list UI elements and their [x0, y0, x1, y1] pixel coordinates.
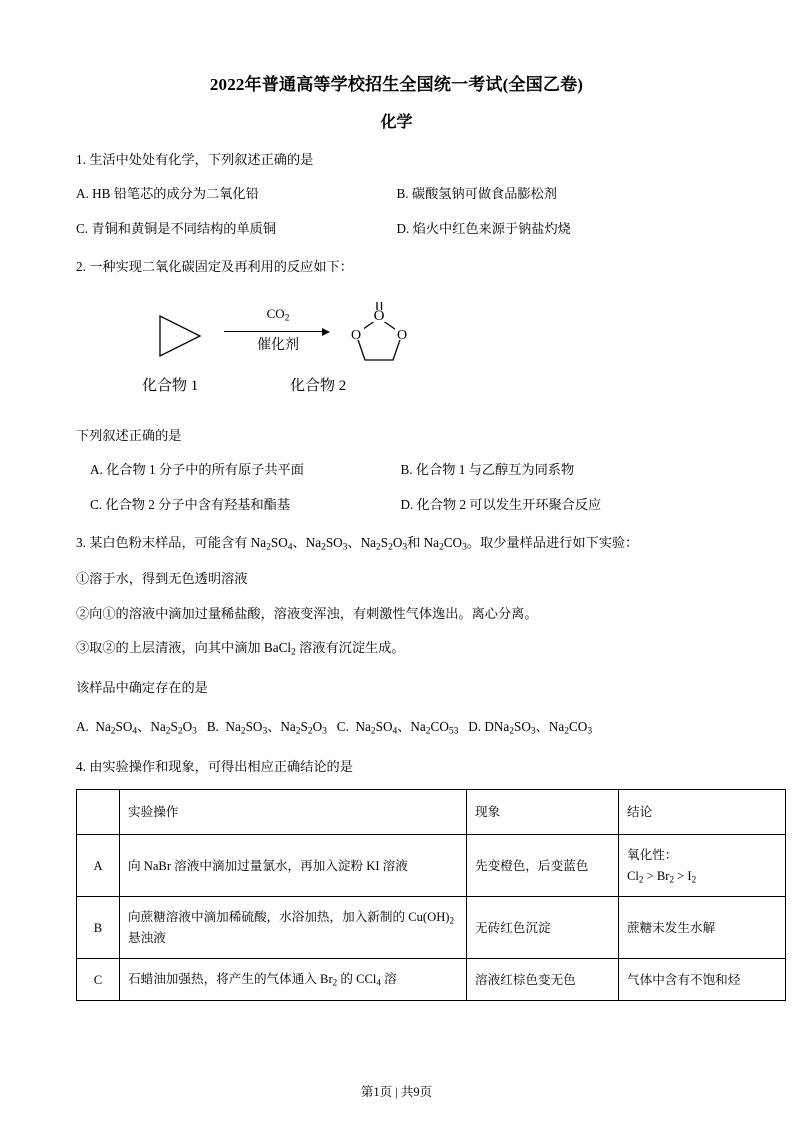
table-header-index: [77, 790, 120, 835]
arrow-line: [224, 326, 332, 336]
question-1-option-b: B. 碳酸氢钠可做食品膨松剂: [396, 186, 557, 202]
compound-2-label: 化合物 2: [290, 377, 347, 394]
question-2-options-row-2: [76, 495, 717, 515]
reaction-arrow: [224, 306, 332, 355]
row-index-a: A: [77, 835, 120, 897]
row-index-b: B: [77, 897, 120, 959]
q3-text-6: S: [380, 535, 389, 551]
q3-text-8: 和 Na: [407, 535, 439, 551]
row-a-conclusion-line2: $Cl_2 > Br_2 > I_2$: [627, 868, 697, 884]
svg-text:O: O: [396, 327, 408, 343]
page-footer: 第1页 | 共9页: [360, 1085, 433, 1099]
epoxide-structure-icon: [154, 310, 214, 362]
row-a-conclusion: [619, 835, 786, 897]
row-a-phenomenon: 先变橙色，后变蓝色: [467, 835, 619, 897]
row-c-operation: 石蜡油加强热，将产生的气体通入 $Br_2$ 的 CCl$_4$ 溶: [120, 959, 467, 1001]
question-3-step-3: ③取②的上层清液，向其中滴加 BaCl$_2$ 溶液有沉淀生成。: [76, 640, 405, 658]
table-header-phenomenon: 现象: [467, 790, 619, 835]
page-title: 2022年普通高等学校招生全国统一考试(全国乙卷): [209, 75, 584, 94]
table-header-row: [77, 790, 786, 835]
experiment-table: [76, 789, 786, 1001]
table-header-operation: 实验操作: [120, 790, 467, 835]
question-1-option-d: D. 焰火中红色来源于钠盐灼烧: [396, 220, 571, 236]
reaction-scheme: [76, 288, 717, 408]
q3-answer-c: C. $Na_2SO_4$、$Na_2CO_{53}$: [336, 718, 459, 737]
table-row: [77, 897, 786, 959]
row-b-conclusion: 蔗糖未发生水解: [619, 897, 786, 959]
q3-text-7: O: [392, 535, 403, 551]
question-1-options-row-1: [76, 184, 717, 204]
row-b-operation: 向蔗糖溶液中滴加稀硫酸，水浴加热，加入新制的 $Cu(OH)_2$ 悬浊液: [120, 897, 467, 959]
question-2-stem: 2. 一种实现二氧化碳固定及再利用的反应如下：: [76, 259, 353, 275]
svg-text:O: O: [373, 307, 385, 324]
question-2-lead: 下列叙述正确的是: [76, 427, 182, 443]
question-1-options-row-2: [76, 219, 717, 239]
q3-text-9: CO: [443, 535, 463, 551]
cyclic-carbonate-structure-icon: [336, 296, 422, 368]
question-3-answers: [76, 717, 717, 739]
page-subtitle: 化学: [380, 114, 413, 131]
question-3-lead: 该样品中确定存在的是: [76, 680, 208, 696]
q3-answer-a: A. $Na_2SO_4$、$Na_2S_2O_3$: [76, 718, 197, 737]
question-2-option-d: D. 化合物 2 可以发生开环聚合反应: [400, 496, 602, 512]
svg-text:O: O: [350, 327, 362, 343]
table-header-conclusion: 结论: [619, 790, 786, 835]
question-3-stem: 3. 某白色粉末样品，可能含有 $Na_2SO_4$、$Na_2SO_3$、$Na_2S_2O_3$和 $Na_2CO_3$。取少量样品进行如下实验：: [76, 535, 639, 553]
question-1-stem: 1. 生活中处处有化学，下列叙述正确的是: [76, 152, 314, 167]
row-index-c: C: [77, 959, 120, 1001]
q3-answer-b: B. $Na_2SO_3$、$Na_2S_2O_3$: [206, 718, 327, 737]
question-1-option-a: A. HB 铅笔芯的成分为二氧化铅: [76, 186, 259, 202]
question-3-step-2: ②向①的溶液中滴加过量稀盐酸，溶液变浑浊，有刺激性气体逸出。离心分离。: [76, 605, 538, 621]
q3-text-10: 。取少量样品进行如下实验：: [466, 535, 639, 551]
question-2-option-b: B. 化合物 1 与乙醇互为同系物: [400, 462, 575, 478]
question-1-option-c: C. 青铜和黄铜是不同结构的单质铜: [76, 220, 277, 236]
table-row: [77, 959, 786, 1001]
question-2-options-row-1: [76, 460, 717, 480]
q3-text-5: 、Na: [347, 535, 376, 551]
q3-text-1: 3. 某白色粉末样品，可能含有 Na: [76, 535, 267, 551]
q3-text-2: SO: [270, 535, 288, 551]
table-row: [77, 835, 786, 897]
question-4-stem: 4. 由实验操作和现象，可得出相应正确结论的是: [76, 758, 353, 774]
question-3-step-1: ①溶于水，得到无色透明溶液: [76, 571, 248, 587]
arrow-bottom-label: 催化剂: [257, 338, 299, 354]
row-a-conclusion-line1: 氧化性：: [627, 848, 678, 863]
row-c-phenomenon: 溶液红棕色变无色: [467, 959, 619, 1001]
q3-text-4: SO: [325, 535, 343, 551]
row-b-phenomenon: 无砖红色沉淀: [467, 897, 619, 959]
row-c-conclusion: 气体中含有不饱和烃: [619, 959, 786, 1001]
row-a-operation: 向 NaBr 溶液中滴加过量氯水，再加入淀粉 KI 溶液: [120, 835, 467, 897]
q3-answer-d: D. $DNa_2SO_3$、$Na_2CO_3$: [468, 718, 593, 737]
q3-text-3: 、Na: [292, 535, 322, 551]
compound-1-label: 化合物 1: [142, 377, 199, 394]
arrow-top-label: $CO_2$: [266, 305, 290, 324]
question-2-option-c: C. 化合物 2 分子中含有羟基和酯基: [90, 496, 291, 512]
question-2-option-a: A. 化合物 1 分子中的所有原子共平面: [90, 462, 304, 478]
